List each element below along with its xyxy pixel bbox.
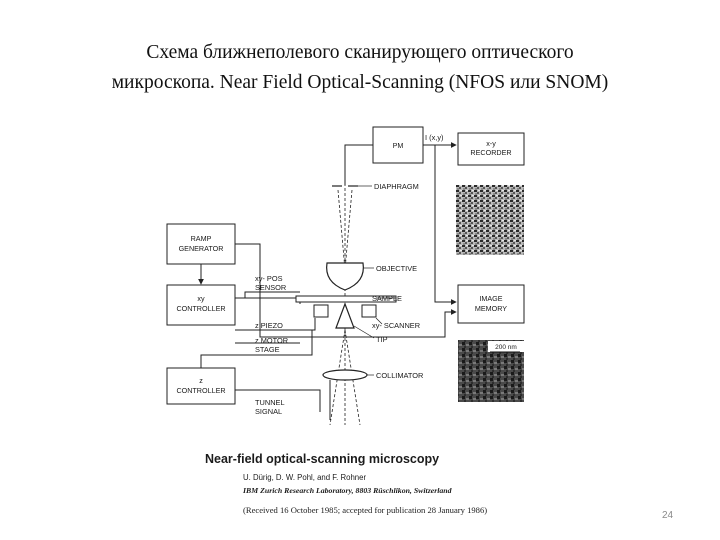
pm-to-diaphragm-line	[345, 145, 373, 185]
recorder-scan-image	[456, 185, 524, 255]
tip-label: TIP	[376, 335, 388, 344]
signal-label: I (x,y)	[425, 133, 444, 142]
recorder-box	[458, 133, 524, 165]
ramp-label-1: RAMP	[190, 234, 212, 243]
z-controller-label-1: z	[199, 376, 203, 385]
xy-controller-label-1: xy	[197, 294, 205, 303]
memory-label-2: MEMORY	[474, 304, 508, 313]
xy-controller-to-scanner-line	[235, 298, 300, 304]
ramp-generator-box	[167, 224, 235, 264]
xy-controller-box	[167, 285, 235, 325]
recorder-label-1: x-y	[486, 139, 496, 148]
recorder-label-2: RECORDER	[470, 148, 512, 157]
objective-label: OBJECTIVE	[376, 264, 418, 273]
pm-box	[373, 127, 423, 163]
pm-to-memory-line	[435, 145, 456, 302]
tip-leader	[354, 326, 374, 338]
pm-label: PM	[392, 141, 404, 150]
xy-scanner-label: xy- SCANNER	[372, 321, 421, 330]
xy-pos-label-2: SENSOR	[255, 283, 287, 292]
z-motor-label-1: z MOTOR	[255, 336, 289, 345]
xy-controller-label-2: CONTROLLER	[176, 304, 226, 313]
sample-label: SAMPLE	[372, 294, 402, 303]
tunnel-label-2: SIGNAL	[255, 407, 283, 416]
page-number: 24	[662, 510, 674, 521]
scanner-block-right	[362, 305, 376, 317]
reference-received: (Received 16 October 1985; accepted for publication 28 January 1986)	[243, 505, 488, 515]
z-piezo-label: z PIEZO	[255, 321, 283, 330]
collimator-lens-shape	[323, 370, 367, 380]
tunnel-label-1: TUNNEL	[255, 398, 285, 407]
beam-ray-right	[345, 190, 352, 270]
tip-shape	[336, 304, 354, 328]
reference-title: Near-field optical-scanning microscopy	[205, 452, 440, 466]
objective-lens-shape	[327, 263, 364, 290]
slide-title-line-2: микроскопа. Near Field Optical-Scanning (NFOS или SNOM)	[111, 72, 609, 93]
image-memory-box	[458, 285, 524, 323]
reference-affiliation: IBM Zurich Research Laboratory, 8803 Rüschlikon, Switzerland	[243, 486, 452, 495]
scale-bar-label: 200 nm	[495, 344, 517, 351]
diaphragm-label: DIAPHRAGM	[374, 182, 419, 191]
collimator-label: COLLIMATOR	[376, 371, 424, 380]
xy-sensor-to-controller-line	[245, 292, 300, 298]
reference-authors: U. Dürig, D. W. Pohl, and F. Rohner	[243, 473, 367, 482]
memory-label-1: IMAGE	[479, 294, 503, 303]
z-controller-label-2: CONTROLLER	[176, 386, 226, 395]
slide-title-line-1: Схема ближнеполевого сканирующего оптического	[146, 42, 574, 63]
scanner-block-left	[314, 305, 328, 317]
ramp-label-2: GENERATOR	[178, 244, 224, 253]
z-motor-label-2: STAGE	[255, 345, 280, 354]
beam-ray-left	[338, 190, 345, 270]
z-controller-box	[167, 368, 235, 404]
xy-pos-label-1: xy- POS	[255, 274, 283, 283]
